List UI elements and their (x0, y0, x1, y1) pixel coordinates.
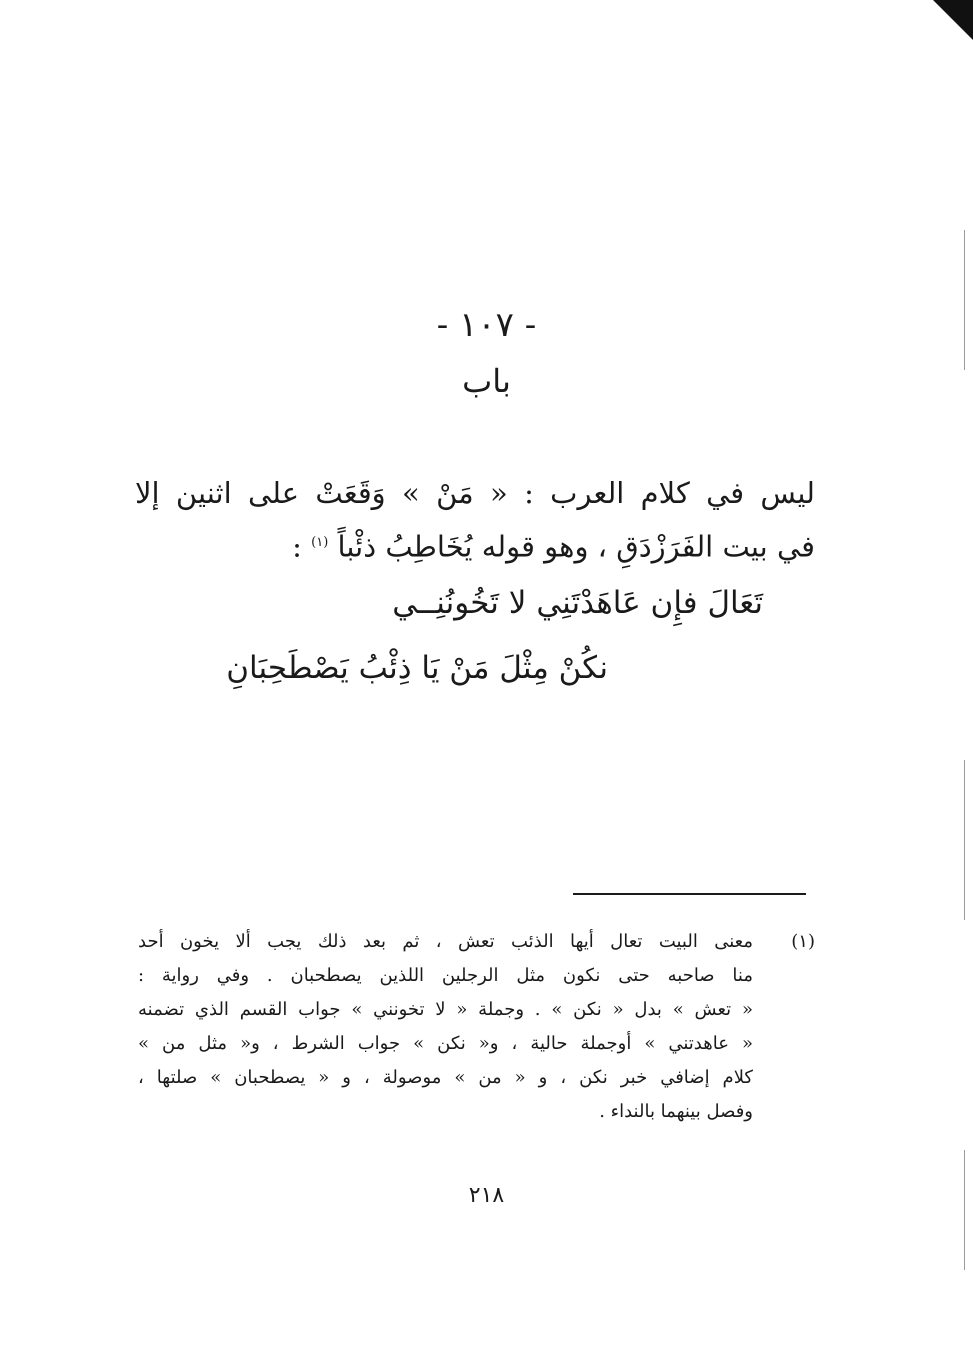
verse-line-second: نكُنْ مِثْلَ مَنْ يَا ذِئْبُ يَصْطَحِبَانِ (226, 650, 608, 686)
footnote-line: كلام إضافي خبر نكن ، و « من » موصولة ، و « يصطحبان » صلتها ، (138, 1067, 753, 1088)
footnote-line: « عاهدتني » أوجملة حالية ، و« نكن » جواب الشرط ، و« مثل من » (138, 1033, 753, 1054)
footnote-text (138, 925, 753, 1129)
scan-edge-line (964, 230, 965, 370)
body-line: ليس في كلام العرب : « مَنْ » وَقَعَتْ على اثنين إلا (135, 476, 815, 510)
footnote (138, 925, 815, 1129)
footnote-reference: (١) (311, 535, 329, 550)
body-line (135, 518, 815, 572)
section-title: باب (462, 362, 511, 400)
page-corner-mark (933, 0, 973, 40)
body-paragraph (135, 468, 815, 572)
footnote-divider (573, 893, 806, 895)
body-line-text: في بيت الفَرَزْدَقِ ، وهو قوله يُخَاطِبُ ذئْباً (337, 529, 815, 564)
scan-edge-line (964, 1150, 965, 1270)
page-number: ٢١٨ (468, 1183, 505, 1208)
footnote-line: وفصل بينهما بالنداء . (599, 1101, 753, 1122)
footnote-line: « تعش » بدل « نكن » . وجملة « لا تخونني » جواب القسم الذي تضمنه (138, 999, 753, 1020)
footnote-marker: (١) (791, 931, 815, 952)
body-line-colon: : (292, 529, 312, 564)
section-number: - ١٠٧ - (436, 305, 537, 345)
footnote-line: منا صاحبه حتى نكون مثل الرجلين اللذين يصطحبان . وفي رواية : (138, 965, 753, 986)
footnote-line: معنى البيت تعال أيها الذئب تعش ، ثم بعد ذلك يجب ألا يخون أحد (138, 931, 753, 952)
verse-line-first: تَعَالَ فإِن عَاهَدْتَنِي لا تَخُونُنِــي (392, 585, 763, 621)
scan-edge-line (964, 760, 965, 920)
